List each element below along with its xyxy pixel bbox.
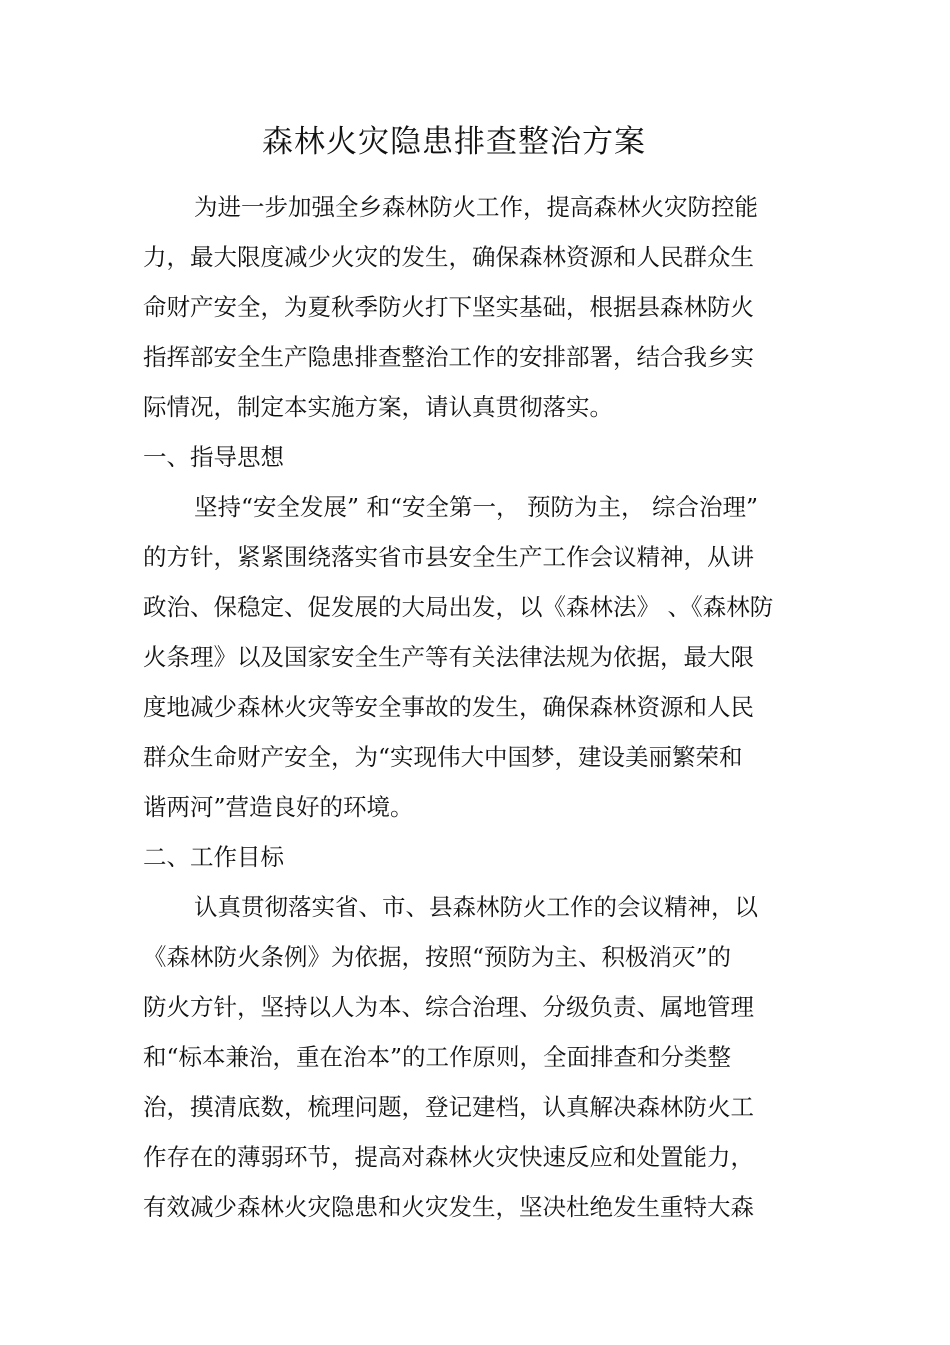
paragraph-line: 谐两河”营造良好的环境。: [143, 793, 414, 821]
paragraph-line: 度地减少森林火灾等安全事故的发生，确保森林资源和人民: [143, 693, 754, 721]
paragraph-line: 政治、保稳定、促发展的大局出发，以《森林法》 、《森林防: [143, 593, 774, 621]
document-title: 森林火灾隐患排查整治方案: [262, 124, 646, 160]
paragraph-line: 《森林防火条例》为依据，按照“预防为主、积极消灭”的: [143, 943, 732, 971]
section-heading: 二、工作目标: [143, 843, 284, 871]
paragraph-line: 治，摸清底数，梳理问题，登记建档，认真解决森林防火工: [143, 1093, 754, 1121]
paragraph-line: 为进一步加强全乡森林防火工作，提高森林火灾防控能: [194, 193, 758, 221]
paragraph-line: 坚持“安全发展” 和“安全第一， 预防为主， 综合治理”: [194, 493, 758, 521]
paragraph-line: 和“标本兼治，重在治本”的工作原则，全面排查和分类整: [143, 1043, 732, 1071]
paragraph-line: 的方针，紧紧围绕落实省市县安全生产工作会议精神，从讲: [143, 543, 754, 571]
paragraph-line: 有效减少森林火灾隐患和火灾发生，坚决杜绝发生重特大森: [143, 1193, 754, 1221]
paragraph-line: 认真贯彻落实省、市、县森林防火工作的会议精神，以: [194, 893, 758, 921]
paragraph-line: 命财产安全，为夏秋季防火打下坚实基础，根据县森林防火: [143, 293, 754, 321]
paragraph-line: 力，最大限度减少火灾的发生，确保森林资源和人民群众生: [143, 243, 754, 271]
section-heading: 一、指导思想: [143, 443, 284, 471]
paragraph-line: 作存在的薄弱环节，提高对森林火灾快速反应和处置能力，: [143, 1143, 754, 1171]
paragraph-line: 指挥部安全生产隐患排查整治工作的安排部署，结合我乡实: [143, 343, 754, 371]
paragraph-line: 防火方针，坚持以人为本、综合治理、分级负责、属地管理: [143, 993, 754, 1021]
paragraph-line: 火条理》以及国家安全生产等有关法律法规为依据，最大限: [143, 643, 754, 671]
paragraph-line: 群众生命财产安全，为“实现伟大中国梦，建设美丽繁荣和: [143, 743, 743, 771]
paragraph-line: 际情况，制定本实施方案，请认真贯彻落实。: [143, 393, 613, 421]
